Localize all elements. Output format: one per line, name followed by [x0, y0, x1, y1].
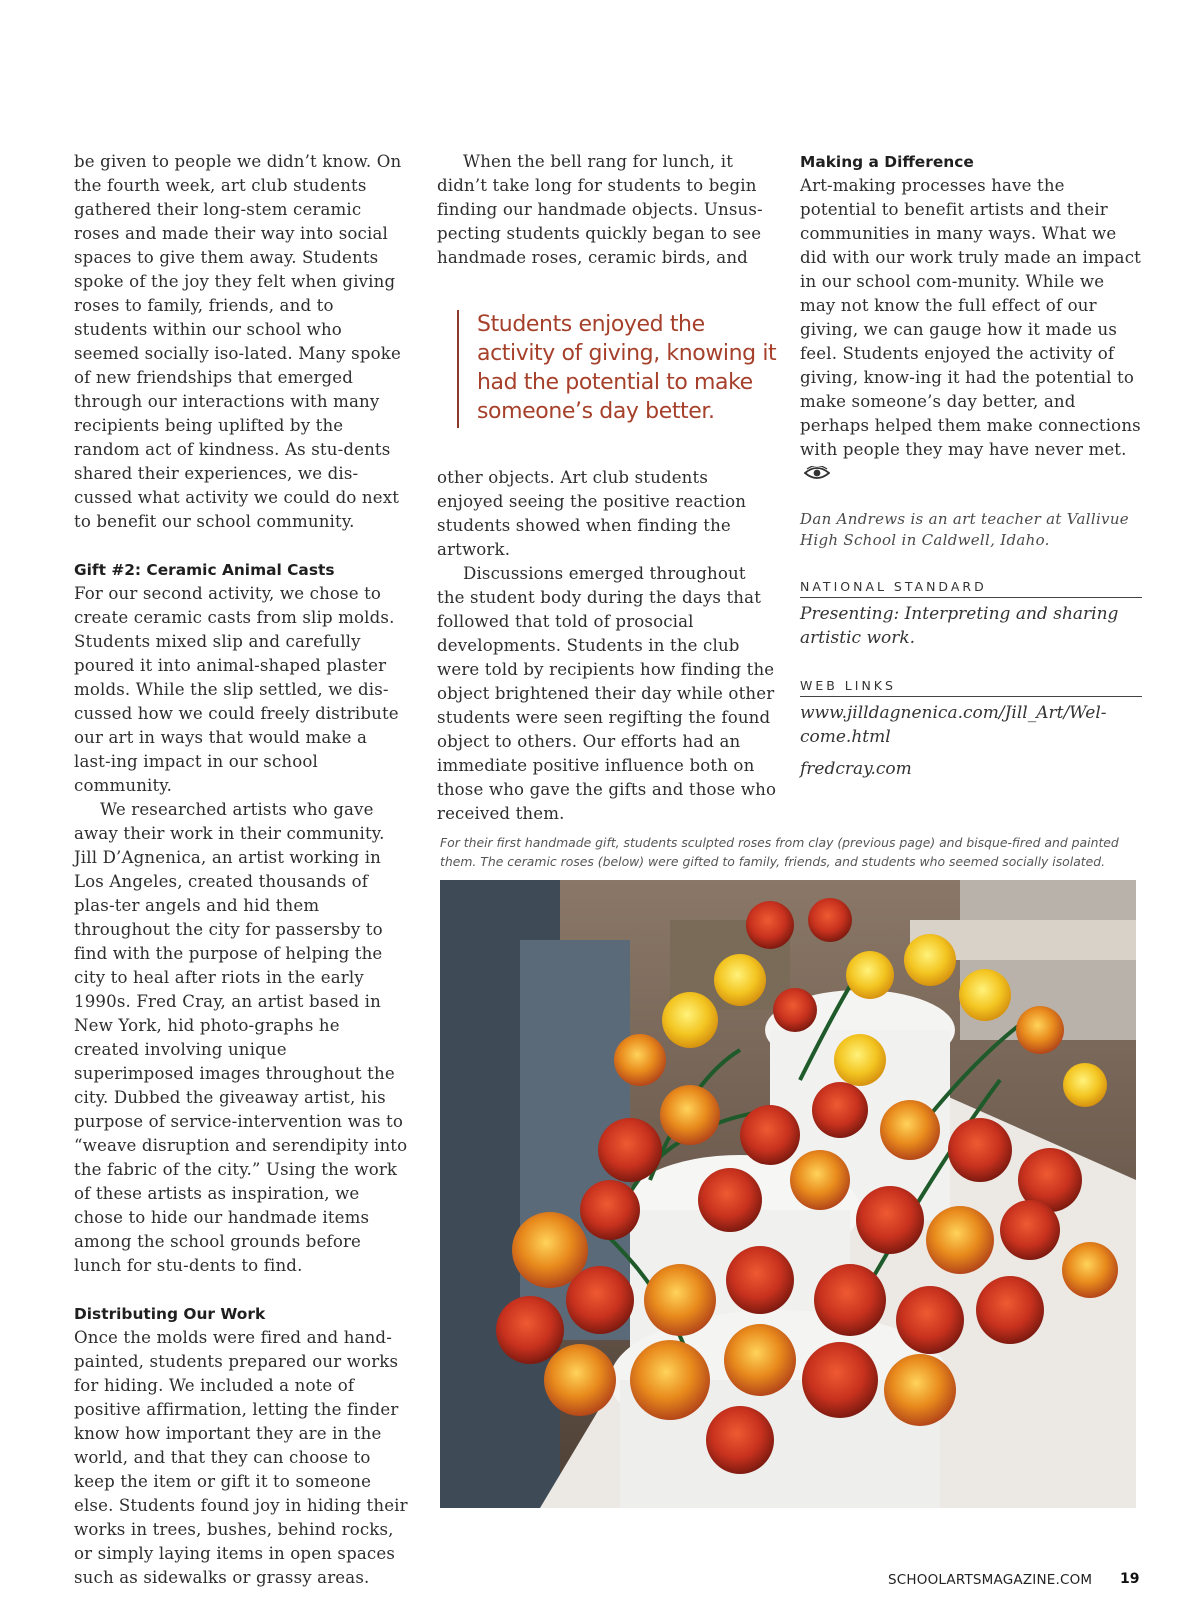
national-standard-text: Presenting: Interpreting and sharing artistic work. [800, 603, 1119, 648]
web-links-label: WEB LINKS [800, 678, 1142, 697]
page-number: 19 [1120, 1571, 1140, 1587]
column-3 [800, 150, 1142, 781]
paragraph: be given to people we didn’t know. On the fourth week, art club students gathered their long-stem ceramic roses and made their way into social spaces to give them away. Students spoke of the joy they felt when giving roses to family, friends, and to students within our school who seemed socially iso-lated. Many spoke of new friendships that emerged through our interactions with many recipients being uplifted by the random act of kindness. As stu-dents shared their experiences, we dis-cussed what activity we could do next to benefit our school community. [74, 152, 402, 531]
paragraph-text: Art-making processes have the potential to benefit artists and their communities in many ways. What we did with our work truly made an impact in our school com-munity. While we may not know the full effect of our giving, we can gauge how it made us feel. Students enjoyed the activity of giving, know-ing it had the potential to make someone’s day better, and perhaps helped them make connections with people they may have never met. [800, 176, 1141, 459]
pull-quote: Students enjoyed the activity of giving, knowing it had the potential to make someone’s day better. [457, 310, 777, 428]
paragraph: For our second activity, we chose to create ceramic casts from slip molds. Students mixed slip and carefully poured it into animal-shaped plaster molds. While the slip settled, we dis-cussed how we could freely distribute our art in ways that would make a last-ing impact in our school community. [74, 584, 399, 795]
paragraph: other objects. Art club students enjoyed seeing the positive reaction students showed when finding the artwork. [437, 468, 747, 559]
ceramic-roses-photo [440, 880, 1136, 1508]
national-standard-label: NATIONAL STANDARD [800, 579, 1142, 598]
paragraph: Discussions emerged throughout the student body during the days that followed that told of prosocial developments. Students in the club were told by recipients how finding the object brightened their day while other students were seen regifting the found object to others. Our efforts had an immediate positive influence both on those who gave the gifts and those who received them. [437, 564, 777, 823]
web-link-2[interactable]: fredcray.com [800, 758, 912, 779]
paragraph [800, 174, 1142, 487]
column-2 [437, 150, 777, 826]
column-1 [74, 150, 408, 1590]
web-link-1[interactable]: www.jilldagnenica.com/Jill_Art/Wel-come.html [800, 702, 1107, 747]
photo-caption: For their first handmade gift, students sculpted roses from clay (previous page) and bisque-fired and painted them. The ceramic roses (below) were gifted to family, friends, and students who seemed socially isolated. [440, 835, 1119, 869]
paragraph: We researched artists who gave away their work in their community. Jill D’Agnenica, an artist working in Los Angeles, created thousands of plas-ter angels and hid them throughout the city for passersby to find with the purpose of helping the city to heal after riots in the early 1990s. Fred Cray, an artist based in New York, hid photo-graphs he created involving unique superimposed images throughout the city. Dubbed the giveaway artist, his purpose of service-intervention was to “weave disruption and serendipity into the fabric of the city.” Using the work of these artists as inspiration, we chose to hide our handmade items among the school grounds before lunch for stu-dents to find. [74, 800, 408, 1275]
author-bio: Dan Andrews is an art teacher at Vallivue High School in Caldwell, Idaho. [800, 509, 1129, 549]
paragraph: When the bell rang for lunch, it didn’t take long for students to begin finding our handmade objects. Unsus-pecting students quickly began to see handmade roses, ceramic birds, and [437, 152, 763, 267]
roses-illustration [440, 880, 1136, 1508]
eye-icon [804, 463, 830, 487]
footer-site-name: SCHOOLARTSMAGAZINE.COM [888, 1572, 1093, 1588]
subheading-distributing: Distributing Our Work [74, 1305, 266, 1323]
subheading-gift-2: Gift #2: Ceramic Animal Casts [74, 561, 335, 579]
paragraph: Once the molds were fired and hand-painted, students prepared our works for hiding. We included a note of positive affirmation, letting the finder know how important they are in the world, and that they can choose to keep the item or gift it to someone else. Students found joy in hiding their works in trees, bushes, behind rocks, or simply laying items in open spaces such as sidewalks or grassy areas. [74, 1328, 408, 1587]
subheading-making-difference: Making a Difference [800, 153, 974, 171]
